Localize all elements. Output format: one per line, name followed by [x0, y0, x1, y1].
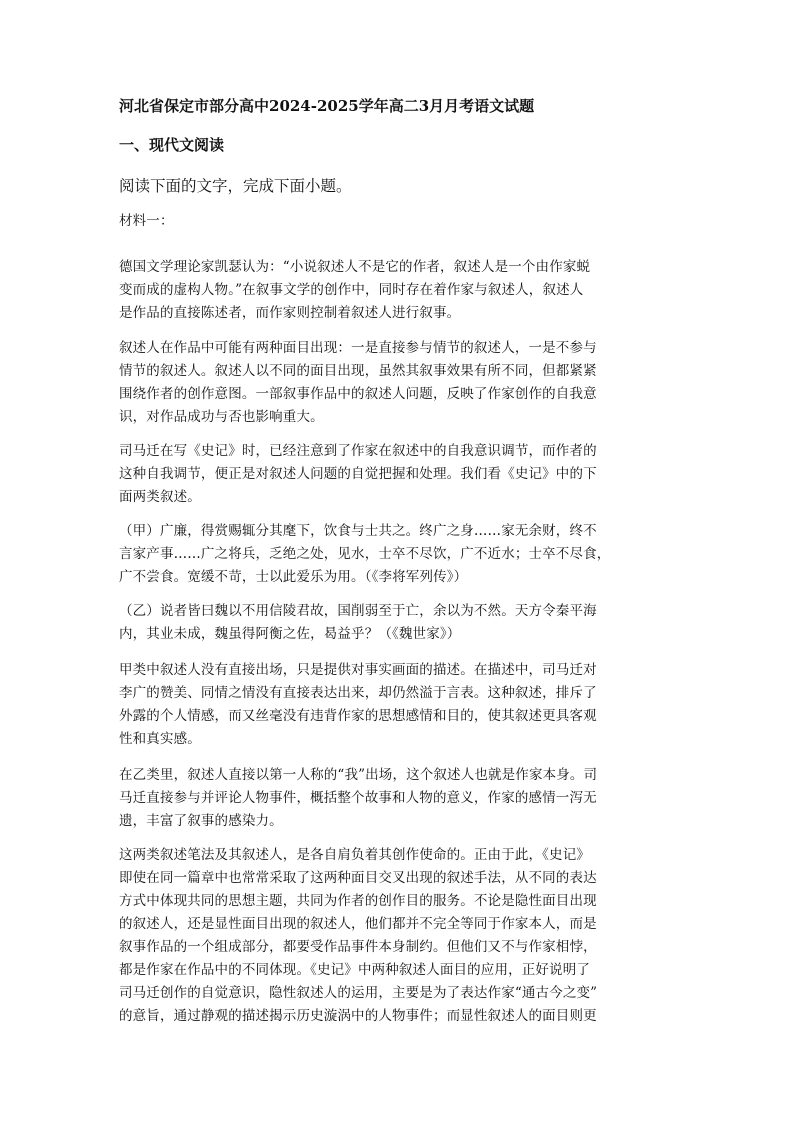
paragraph-line: 广不尝食。宽缓不苛，士以此爱乐为用。（《李将军列传》）: [119, 569, 468, 585]
paragraph: [119, 600, 676, 646]
reading-instruction: 阅读下面的文字，完成下面小题。: [119, 177, 352, 195]
paragraph-line: 内，其业未成，魏虽得阿衡之佐，曷益乎？（《魏世家》）: [119, 626, 461, 642]
paragraph-line: 都是作家在作品中的不同体现。《史记》中两种叙述人面目的应用，正好说明了: [119, 962, 590, 978]
paragraph-line: 面两类叙述。: [119, 489, 201, 505]
paragraph-line: 的意旨，通过静观的描述揭示历史漩涡中的人物事件；而显性叙述人的面目则更: [119, 1008, 597, 1024]
paragraph-line: （乙）说者皆曰魏以不用信陵君故，国削弱至于亡，余以为不然。天方令秦平海: [119, 603, 597, 619]
paragraph-line: 德国文学理论家凯瑟认为：“小说叙述人不是它的作者，叙述人是一个由作家蜕: [119, 259, 591, 275]
paragraph: [119, 256, 676, 325]
paragraph-line: 外露的个人情感，而又丝毫没有违背作家的思想感情和目的，使其叙述更具客观: [119, 708, 597, 724]
paragraph-line: 即使在同一篇章中也常常采取了这两种面目交叉出现的叙述手法，从不同的表达: [119, 870, 597, 886]
paragraph: [119, 659, 676, 751]
paragraph-line: 甲类中叙述人没有直接出场，只是提供对事实画面的描述。在描述中，司马迁对: [119, 662, 597, 678]
paragraph-line: 马迁直接参与并评论人物事件，概括整个故事和人物的意义，作家的感情一泻无: [119, 790, 597, 806]
paragraph-line: 李广的赞美、同情之情没有直接表达出来，却仍然溢于言表。这种叙述，排斥了: [119, 685, 597, 701]
paragraph-line: 围绕作者的创作意图。一部叙事作品中的叙述人问题，反映了作家创作的自我意: [119, 386, 597, 402]
paragraph: [119, 440, 676, 509]
paragraph-line: 的叙述人，还是显性面目出现的叙述人，他们都并不完全等同于作家本人，而是: [119, 916, 597, 932]
paragraph-line: 情节的叙述人。叙述人以不同的面目出现，虽然其叙事效果有所不同，但都紧紧: [119, 363, 597, 379]
paragraph-line: 变而成的虚构人物。”在叙事文学的创作中，同时存在着作家与叙述人，叙述人: [119, 282, 584, 298]
paragraph-line: 这种自我调节，便正是对叙述人问题的自觉把握和处理。我们看《史记》中的下: [119, 466, 597, 482]
paragraph-line: 叙述人在作品中可能有两种面目出现：一是直接参与情节的叙述人，一是不参与: [119, 340, 597, 356]
paragraph-line: 方式中体现共同的思想主题，共同为作者的创作目的服务。不论是隐性面目出现: [119, 893, 597, 909]
paragraph-line: 是作品的直接陈述者，而作家则控制着叙述人进行叙事。: [119, 305, 461, 321]
paragraph-line: 在乙类里，叙述人直接以第一人称的“我”出场，这个叙述人也就是作家本身。司: [119, 767, 598, 783]
paragraph: [119, 337, 676, 429]
paragraph: [119, 844, 676, 1028]
paragraph-line: 叙事作品的一个组成部分，都要受作品事件本身制约。但他们又不与作家相悖，: [119, 939, 597, 955]
paragraph-line: 遗，丰富了叙事的感染力。: [119, 813, 283, 829]
paragraph-line: （甲）广廉，得赏赐辄分其麾下，饮食与士共之。终广之身……家无余财，终不: [119, 523, 597, 539]
paragraph: [119, 520, 676, 589]
material-label: 材料一：: [119, 213, 174, 229]
paragraph-line: 言家产事……广之将兵，乏绝之处，见水，士卒不尽饮，广不近水；士卒不尽食，: [119, 546, 611, 562]
paragraph: [119, 764, 676, 833]
paragraph-line: 司马迁在写《史记》时，已经注意到了作家在叙述中的自我意识调节，而作者的: [119, 443, 597, 459]
section-heading: 一、现代文阅读: [119, 136, 225, 154]
paragraph-line: 这两类叙述笔法及其叙述人，是各自肩负着其创作使命的。正由于此，《史记》: [119, 847, 590, 863]
document-title: 河北省保定市部分高中2024-2025学年高二3月月考语文试题: [119, 97, 535, 115]
paragraph-line: 司马迁创作的自觉意识，隐性叙述人的运用，主要是为了表达作家“通古今之变”: [119, 985, 598, 1001]
paragraph-line: 性和真实感。: [119, 731, 201, 747]
paragraph-line: 识，对作品成功与否也影响重大。: [119, 409, 324, 425]
